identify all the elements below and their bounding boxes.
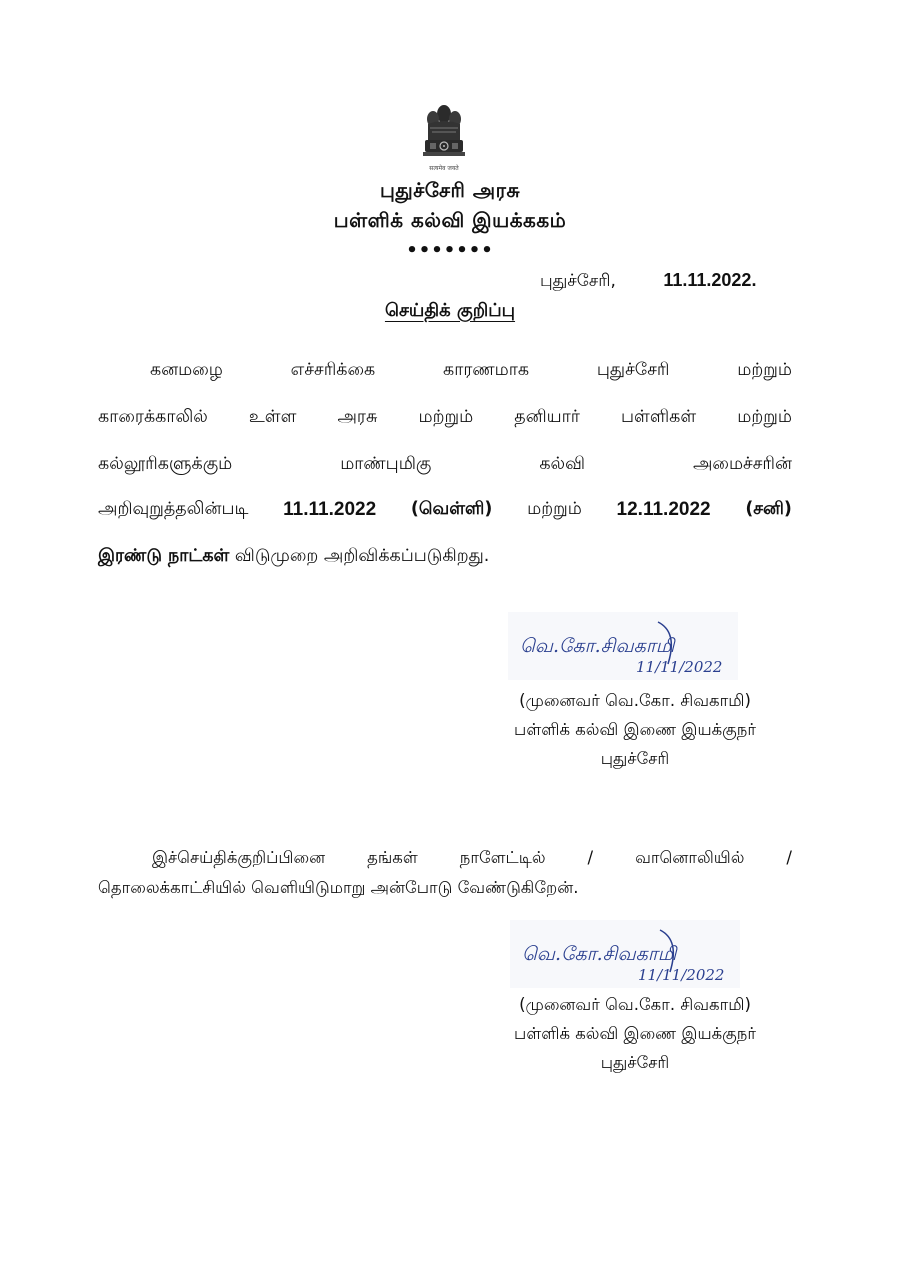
word: நாளேட்டில் bbox=[459, 848, 546, 867]
word: கல்லூரிகளுக்கும் bbox=[98, 454, 233, 474]
word: மற்றும் bbox=[737, 407, 792, 427]
holiday-day-1: (வெள்ளி) bbox=[410, 499, 493, 519]
holiday-date-1: 11.11.2022 bbox=[283, 499, 377, 520]
word: இச்செய்திக்குறிப்பினை bbox=[152, 848, 326, 867]
word: உள்ள bbox=[248, 407, 297, 427]
word: தங்கள் bbox=[367, 848, 418, 867]
signer-name: (முனைவர் வெ.கோ. சிவகாமி) bbox=[519, 995, 751, 1014]
word: வானொலியில் bbox=[635, 848, 745, 867]
paragraph-line-1 bbox=[150, 360, 792, 382]
state-emblem-icon bbox=[418, 100, 470, 176]
signature-date: 11/11/2022 bbox=[636, 658, 723, 676]
word: காரணமாக bbox=[443, 360, 530, 380]
paragraph-line-3 bbox=[98, 454, 792, 476]
two-days-bold: இரண்டு நாட்கள் bbox=[98, 546, 230, 566]
word: பள்ளிகள் bbox=[621, 407, 697, 427]
word: கல்வி bbox=[539, 454, 585, 474]
signer-block bbox=[470, 686, 800, 773]
date: 11.11.2022. bbox=[663, 270, 757, 290]
paragraph-end: விடுமுறை அறிவிக்கப்படுகிறது. bbox=[234, 546, 490, 566]
signature-name: வெ.கோ.சிவகாமி bbox=[520, 635, 675, 657]
word: / bbox=[587, 848, 594, 867]
signer-block bbox=[470, 990, 800, 1077]
word: மற்றும் bbox=[527, 499, 582, 519]
paragraph-line-5 bbox=[98, 546, 489, 568]
word: மற்றும் bbox=[418, 407, 474, 427]
request-line-1 bbox=[152, 848, 792, 870]
signature-image bbox=[510, 920, 740, 988]
paragraph-line-4 bbox=[98, 499, 792, 521]
word: எச்சரிக்கை bbox=[290, 360, 376, 380]
word: அறிவுறுத்தலின்படி bbox=[98, 499, 249, 519]
request-line-2: தொலைக்காட்சியில் வெளியிடுமாறு அன்போடு வேண்டுகிறேன். bbox=[98, 878, 579, 897]
signature-image bbox=[508, 612, 738, 680]
paragraph-line-2 bbox=[98, 407, 792, 429]
signer-designation: பள்ளிக் கல்வி இணை இயக்குநர் bbox=[514, 1024, 756, 1043]
signature-date: 11/11/2022 bbox=[638, 966, 725, 984]
place-date bbox=[540, 270, 756, 293]
word: / bbox=[786, 848, 792, 867]
emblem-motto: सत्यमेव जयते bbox=[429, 165, 459, 172]
word: கனமழை bbox=[150, 360, 223, 380]
signature-name: வெ.கோ.சிவகாமி bbox=[522, 943, 677, 965]
word: மாண்புமிகு bbox=[340, 454, 432, 474]
word: காரைக்காலில் bbox=[98, 407, 208, 427]
place: புதுச்சேரி, bbox=[540, 271, 616, 291]
separator-stars: ••••••• bbox=[406, 240, 494, 261]
word: அமைச்சரின் bbox=[692, 454, 792, 474]
signer-place: புதுச்சேரி bbox=[600, 1053, 670, 1072]
word: மற்றும் bbox=[737, 360, 792, 380]
signer-place: புதுச்சேரி bbox=[600, 749, 670, 768]
word: புதுச்சேரி bbox=[596, 360, 670, 380]
word: அரசு bbox=[337, 407, 378, 427]
holiday-day-2: (சனி) bbox=[745, 499, 792, 519]
government-name: புதுச்சேரி அரசு bbox=[379, 178, 521, 202]
holiday-date-2: 12.11.2022 bbox=[616, 499, 711, 520]
department-name: பள்ளிக் கல்வி இயக்ககம் bbox=[333, 208, 567, 232]
signer-name: (முனைவர் வெ.கோ. சிவகாமி) bbox=[519, 691, 751, 710]
press-note-title: செய்திக் குறிப்பு bbox=[384, 300, 516, 321]
signer-designation: பள்ளிக் கல்வி இணை இயக்குநர் bbox=[514, 720, 756, 739]
word: தனியார் bbox=[514, 407, 580, 427]
